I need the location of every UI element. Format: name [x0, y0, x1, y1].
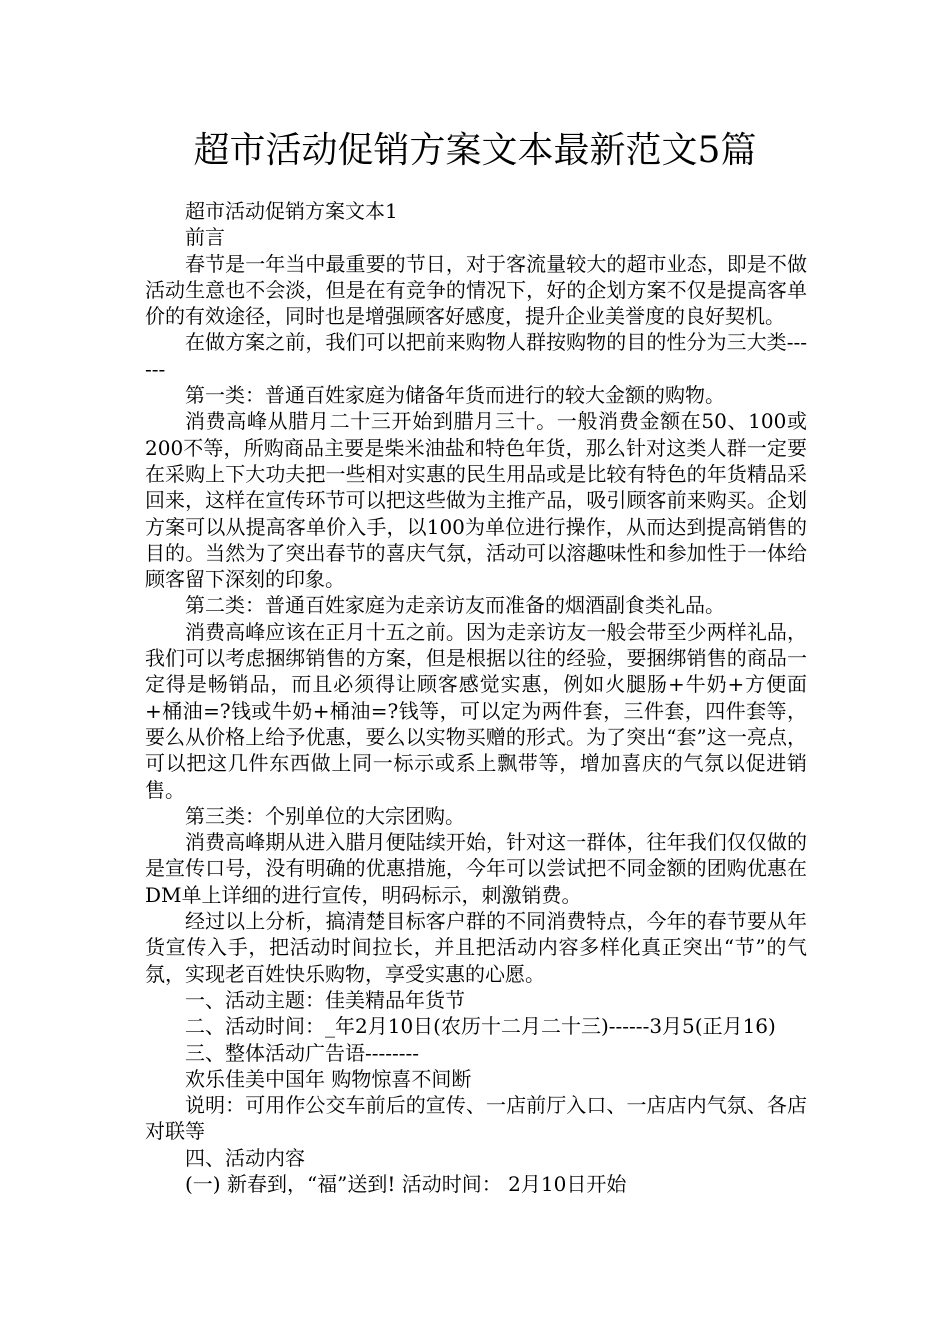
document-title: 超市活动促销方案文本最新范文5篇 — [193, 130, 757, 171]
activity-time: 二、活动时间：_年2月10日(农历十二月二十三)------3月5(正月16) — [185, 1014, 776, 1039]
paragraph: 在做方案之前，我们可以把前来购物人群按购物的目的性分为三大类------ — [145, 330, 807, 381]
paragraph: 消费高峰期从进入腊月便陆续开始，针对这一群体，往年我们仅仅做的是宣传口号，没有明确的优惠措施，今年可以尝试把不同金额的团购优惠在DM单上详细的进行宣传，明码标示，刺激销费。 — [145, 830, 807, 907]
slogan: 欢乐佳美中国年 购物惊喜不间断 — [185, 1066, 472, 1091]
paragraph: 春节是一年当中最重要的节日，对于客流量较大的超市业态，即是不做活动生意也不会淡，但是在有竞争的情况下，好的企划方案不仅是提高客单价的有效途径，同时也是增强顾客好感度，提升企业美誉度的良好契机。 — [145, 251, 807, 329]
paragraph: 经过以上分析，搞清楚目标客户群的不同消费特点，今年的春节要从年货宣传入手，把活动时间拉长，并且把活动内容多样化真正突出“节”的气氛，实现老百姓快乐购物，享受实惠的心愿。 — [145, 909, 807, 986]
category-heading: 第一类：普通百姓家庭为储备年货而进行的较大金额的购物。 — [185, 383, 725, 408]
slogan-note: 说明：可用作公交车前后的宣传、一店前厅入口、一店店内气氛、各店对联等 — [145, 1093, 807, 1144]
category-heading: 第二类：普通百姓家庭为走亲访友而准备的烟酒副食类礼品。 — [185, 593, 725, 618]
paragraph: 消费高峰从腊月二十三开始到腊月三十。一般消费金额在50、100或200不等，所购商品主要是柴米油盐和特色年货，那么针对这类人群一定要在采购上下大功夫把一些相对实惠的民生用品或是比较有特色的年货精品采回来，这样在宣传环节可以把这些做为主推产品，吸引顾客前来购买。企划方案可以从提高客单价入手，以100为单位进行操作，从而达到提高销售的目的。当然为了突出春节的喜庆气氛，活动可以溶趣味性和参加性于一体给顾客留下深刻的印象。 — [145, 409, 807, 592]
section-heading: 超市活动促销方案文本1 — [185, 199, 398, 223]
slogan-heading: 三、整体活动广告语-------- — [185, 1040, 420, 1065]
preface-heading: 前言 — [185, 225, 225, 250]
document-body — [145, 198, 807, 1197]
activity-content-heading: 四、活动内容 — [185, 1145, 305, 1170]
activity-theme: 一、活动主题：佳美精品年货节 — [185, 987, 465, 1012]
category-heading: 第三类：个别单位的大宗团购。 — [185, 803, 465, 828]
paragraph: 消费高峰应该在正月十五之前。因为走亲访友一般会带至少两样礼品，我们可以考虑捆绑销售的方案，但是根据以往的经验，要捆绑销售的商品一定得是畅销品，而且必须得让顾客感觉实惠，例如火腿肠+牛奶+方便面+桶油=?钱或牛奶+桶油=?钱等，可以定为两件套，三件套，四件套等，要么从价格上给予优惠，要么以实物买赠的形式。为了突出“套”这一亮点，可以把这几件东西做上同一标示或系上飘带等，增加喜庆的气氛以促进销售。 — [145, 619, 807, 802]
activity-item: (一) 新春到，“福”送到! 活动时间： 2月10日开始 — [185, 1171, 627, 1196]
